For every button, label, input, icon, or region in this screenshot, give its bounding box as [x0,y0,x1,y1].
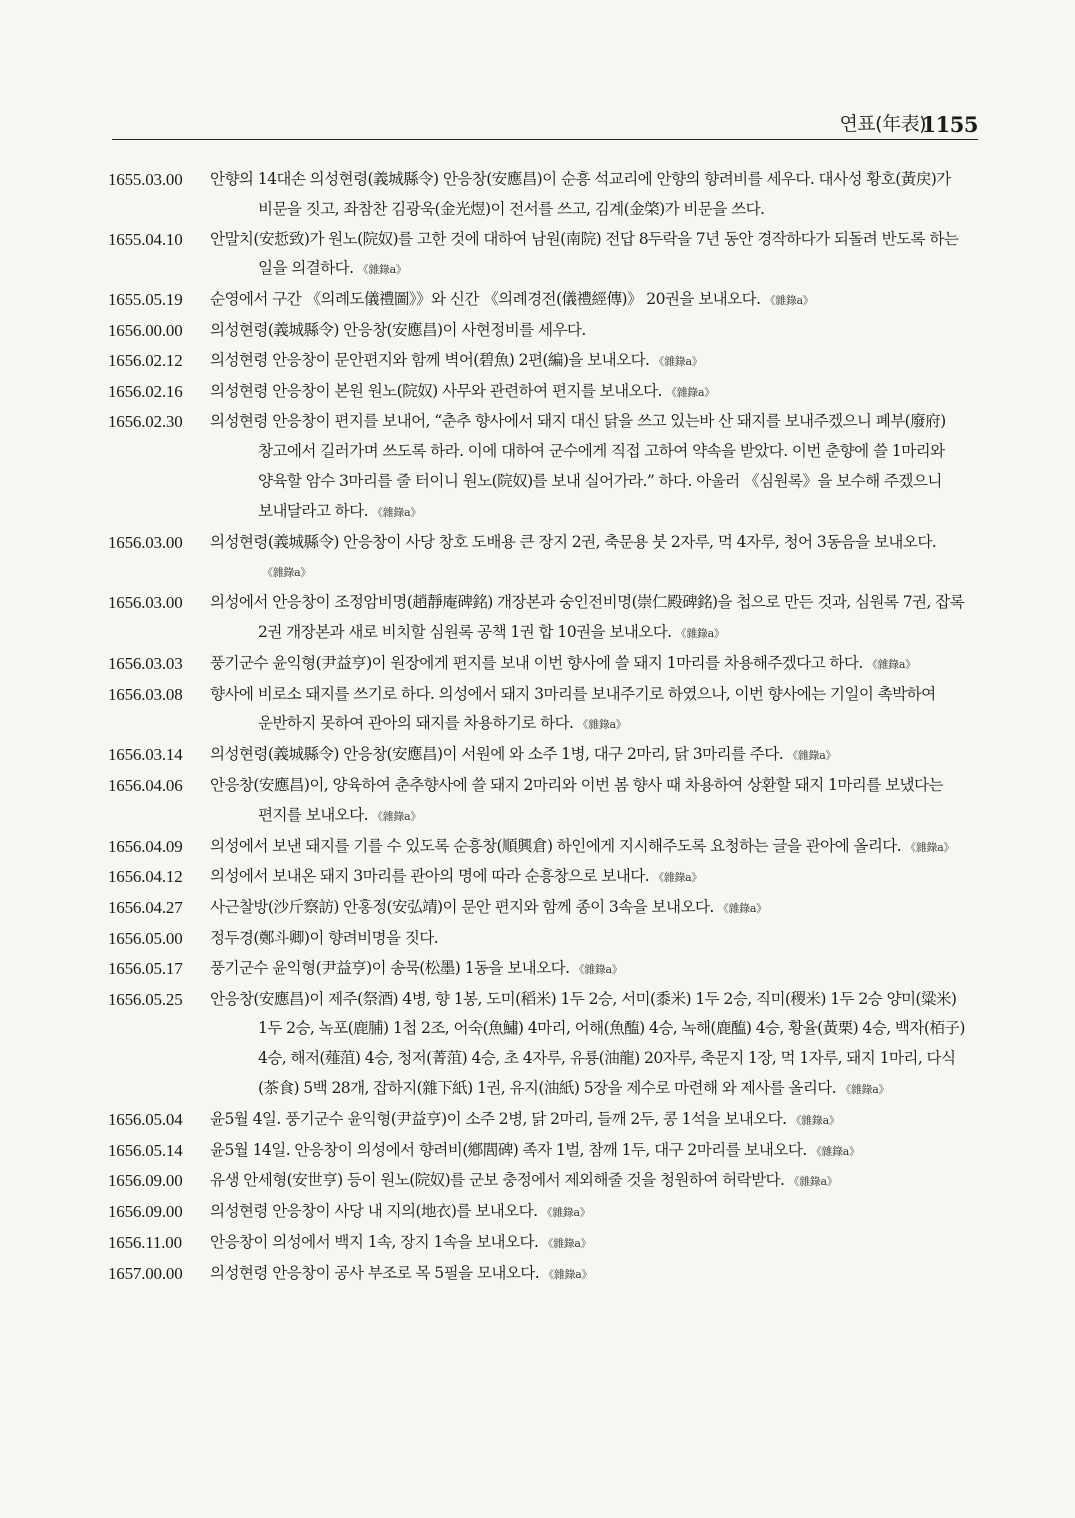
entry-text [210,924,980,954]
entry-source: 《雜錄a》 [787,749,837,763]
entry-body: 의성현령 안응창이 본원 원노(院奴) 사무와 관련하여 편지를 보내오다. [210,381,662,400]
entry-body: 풍기군수 윤익형(尹益亨)이 원장에게 편지를 보내 이번 향사에 쓸 돼지 1마리를 차용해주겠다고 하다. [210,653,863,672]
entry-text [210,1228,980,1259]
chronology-entry [108,1228,980,1259]
chronology-entry [108,649,980,680]
chronology-entry [108,528,980,589]
entry-source: 《雜錄a》 [541,1206,591,1220]
chronology-entry [108,832,980,863]
entry-body: 안응창(安應昌)이, 양육하여 춘추향사에 쓸 돼지 2마리와 이번 봄 향사 때 차용하여 상환할 돼지 1마리를 보냈다는 편지를 보내오다. [210,775,943,824]
entry-text [210,1259,980,1290]
entry-date: 1656.04.12 [108,867,183,887]
entry-body: 사근찰방(沙斤察訪) 안홍정(安弘靖)이 문안 편지와 함께 종이 3속을 보내오다. [210,898,714,917]
chronology-entry [108,893,980,924]
entry-body: 순영에서 구간 《의례도儀禮圖》》와 신간 《의례경전(儀禮經傳)》 20권을 보내오다. [210,290,761,309]
entry-body: 안향의 14대손 의성현령(義城縣令) 안응창(安應昌)이 순흥 석교리에 안향의 향려비를 세우다. 대사성 황호(黃戻)가 비문을 짓고, 좌참찬 김광욱(金光煜)이 전서를 쓰고, 김계(金棨)가 비문을 쓰다. [210,170,951,218]
entry-date: 1656.03.00 [108,532,183,552]
entry-source: 《雜錄a》 [810,1144,860,1158]
chronology-entry [108,680,980,741]
chronology-entry [108,165,980,225]
entry-body: 의성에서 보낸 돼지를 기를 수 있도록 순흥창(順興倉) 하인에게 지시해주도록 요청하는 글을 관아에 올리다. [210,836,902,855]
chronology-entry [108,407,980,527]
entry-date: 1656.03.03 [108,653,183,673]
entry-date: 1656.03.14 [108,745,183,765]
chronology-entry [108,1105,980,1136]
entry-source: 《雜錄a》 [262,566,312,580]
entry-date: 1656.05.17 [108,958,183,978]
page-number: 1155 [921,112,978,137]
chronology-entry [108,771,980,832]
entry-text [210,649,980,680]
entry-text [210,680,980,741]
entry-date: 1656.09.00 [108,1202,183,1222]
entry-text [210,1136,980,1167]
entry-body: 의성현령 안응창이 공사 부조로 목 5필을 모내오다. [210,1263,540,1282]
entry-text [210,1166,980,1197]
chronology-entry [108,225,980,286]
chronology-entry [108,862,980,893]
entry-text [210,1105,980,1136]
entry-date: 1655.04.10 [108,229,183,249]
chronology-list [108,165,980,1289]
entry-source: 《雜錄a》 [371,809,422,823]
entry-body: 의성현령 안응창이 사당 내 지의(地衣)를 보내오다. [210,1202,538,1221]
entry-source: 《雜錄a》 [764,294,814,308]
entry-source: 《雜錄a》 [653,871,703,885]
entry-body: 안응창이 의성에서 백지 1속, 장지 1속을 보내오다. [210,1232,539,1251]
entry-date: 1657.00.00 [108,1263,183,1283]
chronology-entry [108,346,980,377]
entry-source: 《雜錄a》 [866,657,916,671]
entry-source: 《雜錄a》 [542,1236,592,1250]
entry-text [210,771,980,832]
entry-source: 《雜錄a》 [543,1267,593,1281]
entry-text [210,893,980,924]
entry-text [210,316,980,346]
header-title: 연표(年表) [839,113,926,135]
chronology-entry [108,285,980,316]
entry-text [210,954,980,985]
running-header [112,108,978,140]
entry-text [210,346,980,377]
entry-source: 《雜錄a》 [905,840,955,854]
entry-date: 1655.05.19 [108,290,183,310]
chronology-entry [108,588,980,649]
entry-text [210,407,980,527]
entry-body: 향사에 비로소 돼지를 쓰기로 하다. 의성에서 돼지 3마리를 보내주기로 하였으나, 이번 향사에는 기일이 촉박하여 운반하지 못하여 관아의 돼지를 차용하기로 하다. [210,684,936,733]
entry-body: 의성에서 안응창이 조정암비명(趙靜庵碑銘) 개장본과 숭인전비명(崇仁殿碑銘)을 첩으로 만든 것과, 심원록 7권, 잡록 2권 개장본과 새로 비치할 심원록 공책 1권 합 10권을 보내오다. [210,593,965,641]
entry-text [210,985,980,1105]
entry-source: 《雜錄a》 [573,962,623,976]
entry-date: 1656.05.04 [108,1109,183,1129]
entry-source: 《雜錄a》 [357,263,407,277]
entry-body: 의성현령(義城縣令) 안응창이 사당 창호 도배용 큰 장지 2권, 축문용 붓 2자루, 먹 4자루, 청어 3동음을 보내오다. [210,532,937,551]
chronology-entry [108,1166,980,1197]
entry-text [210,862,980,893]
entry-text [210,528,980,589]
entry-body: 풍기군수 윤익형(尹益亨)이 송묵(松墨) 1동을 보내오다. [210,958,570,977]
entry-text [210,165,980,225]
entry-source: 《雜錄a》 [790,1113,840,1127]
chronology-entry [108,1259,980,1290]
entry-date: 1655.03.00 [108,170,183,189]
entry-date: 1656.11.00 [108,1232,182,1252]
entry-date: 1656.02.30 [108,412,183,432]
chronology-entry [108,1136,980,1167]
entry-date: 1656.05.14 [108,1140,183,1160]
entry-source: 《雜錄a》 [371,505,422,519]
entry-source: 《雜錄a》 [577,718,627,732]
entry-date: 1656.03.08 [108,684,183,704]
entry-body: 유생 안세형(安世亨) 등이 원노(院奴)를 군보 충정에서 제외해줄 것을 청원하여 허락받다. [210,1171,785,1190]
entry-date: 1656.05.25 [108,989,183,1009]
chronology-entry [108,954,980,985]
chronology-entry [108,316,980,346]
entry-source: 《雜錄a》 [840,1082,890,1096]
entry-body: 의성현령(義城縣令) 안응창(安應昌)이 사현정비를 세우다. [210,320,586,339]
chronology-entry [108,924,980,954]
chronology-entry [108,740,980,771]
entry-date: 1656.00.00 [108,320,183,340]
entry-date: 1656.04.27 [108,898,183,918]
entry-body: 정두경(鄭斗卿)이 향려비명을 짓다. [210,928,439,947]
entry-date: 1656.04.09 [108,836,183,856]
entry-body: 윤5월 14일. 안응창이 의성에서 향려비(鄕閭碑) 족자 1벌, 참깨 1두, 대구 2마리를 보내오다. [210,1140,807,1159]
entry-text [210,588,980,649]
entry-body: 의성현령 안응창이 문안편지와 함께 벽어(碧魚) 2편(編)을 보내오다. [210,350,650,369]
entry-text [210,377,980,408]
entry-body: 의성에서 보내온 돼지 3마리를 관아의 명에 따라 순흥창으로 보내다. [210,867,650,886]
entry-body: 의성현령 안응창이 편지를 보내어, “춘추 향사에서 돼지 대신 닭을 쓰고 있는바 산 돼지를 보내주겠으니 폐부(廢府) 창고에서 길러가며 쓰도록 하라. 이에 대하여 군수에게 직접 고하여 약속을 받았다. 이번 춘향에 쓸 1마리와 양육할 암수 3마리를 줄 터이니 원노(院奴)를 보내 실어가라.” 하다. 아울러 《심원록》을 보수해 주겠으니 보내달라고 하다. [210,412,946,520]
entry-date: 1656.09.00 [108,1171,183,1191]
entry-text [210,740,980,771]
entry-date: 1656.05.00 [108,928,183,948]
entry-body: 안응창(安應昌)이 제주(祭酒) 4병, 향 1봉, 도미(稻米) 1두 2승, 서미(黍米) 1두 2승, 직미(稷米) 1두 2승 양미(粱米) 1두 2승, 녹포(鹿脯) 1첩 2조, 어숙(魚鱐) 4마리, 어해(魚醢) 4승, 녹해(鹿醢) 4승, 황율(黃栗) 4승, 백자(栢子) 4승, 해저(薤菹) 4승, 청저(菁菹) 4승, 초 4자루, 유룡(油龍) 20자루, 축문지 1장, 먹 1자루, 돼지 1마리, 다식(茶食) 5백 28개, 잡하지(雜下紙) 1권, 유지(油紙) 5장을 제수로 마련해 와 제사를 올리다. [210,989,965,1097]
entry-date: 1656.02.12 [108,350,183,370]
entry-date: 1656.02.16 [108,381,183,401]
entry-source: 《雜錄a》 [788,1175,838,1189]
chronology-entry [108,377,980,408]
header-rule [112,139,978,140]
entry-text [210,832,980,863]
entry-body: 윤5월 4일. 풍기군수 윤익형(尹益亨)이 소주 2병, 닭 2마리, 들깨 2두, 콩 1석을 보내오다. [210,1109,787,1128]
entry-body: 안말치(安悊致)가 원노(院奴)를 고한 것에 대하여 남원(南院) 전답 8두락을 7년 동안 경작하다가 되돌려 반도록 하는 일을 의결하다. [210,229,959,278]
entry-text [210,285,980,316]
chronology-entry [108,1197,980,1228]
entry-text [210,225,980,286]
entry-source: 《雜錄a》 [717,902,767,916]
entry-source: 《雜錄a》 [653,354,703,368]
entry-date: 1656.04.06 [108,775,183,795]
entry-body: 의성현령(義城縣令) 안응창(安應昌)이 서원에 와 소주 1병, 대구 2마리, 닭 3마리를 주다. [210,745,784,764]
chronology-entry [108,985,980,1105]
entry-source: 《雜錄a》 [675,626,725,640]
entry-source: 《雜錄a》 [665,385,715,399]
entry-date: 1656.03.00 [108,593,183,613]
entry-text [210,1197,980,1228]
